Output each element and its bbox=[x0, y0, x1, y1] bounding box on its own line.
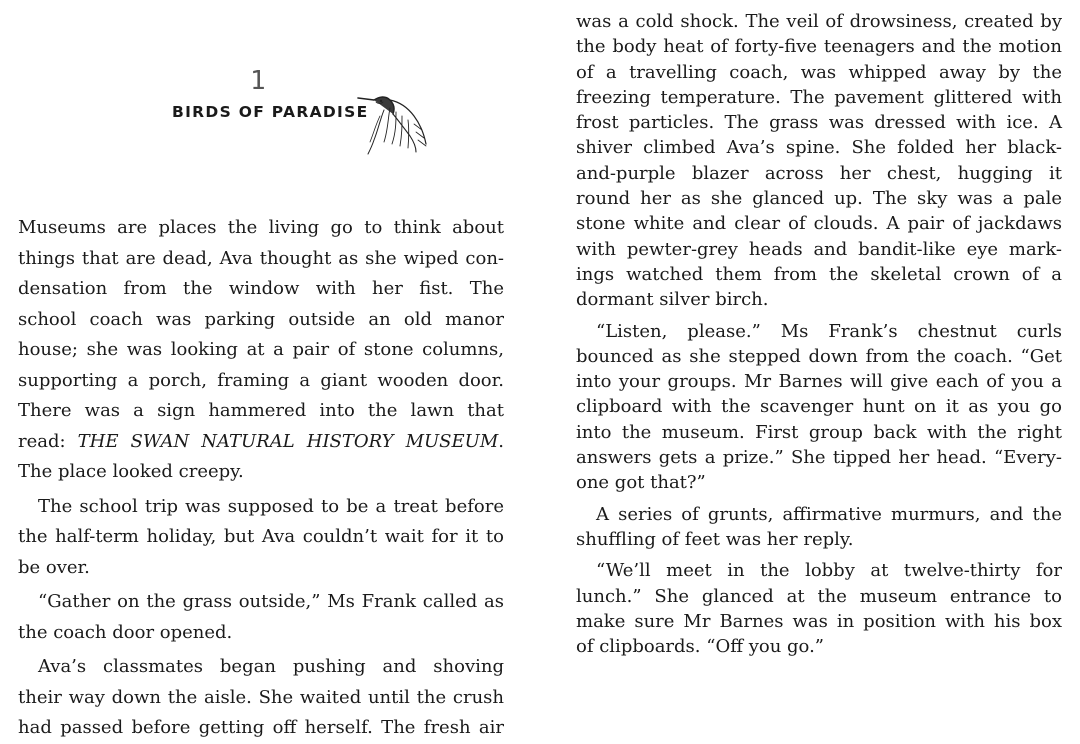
text-line: The place looked creepy. bbox=[18, 461, 244, 482]
chapter-number: 1 bbox=[250, 66, 267, 96]
left-page-text bbox=[18, 213, 504, 744]
text-line: the half-term holiday, but Ava couldn’t wait for it to bbox=[18, 526, 504, 547]
text-line: round her as she glanced up. The sky was a pale bbox=[576, 188, 1062, 210]
paragraph bbox=[576, 319, 1062, 496]
text-line: their way down the aisle. She waited until the crush bbox=[18, 686, 504, 708]
text-line: clipboard with the scavenger hunt on it as you go bbox=[576, 396, 1062, 418]
text-line: stone white and clear of clouds. A pair of jackdaws bbox=[576, 213, 1062, 235]
paragraph bbox=[576, 558, 1062, 659]
paragraph bbox=[18, 652, 504, 744]
text-line: school coach was parking outside an old manor bbox=[18, 308, 504, 330]
text-line: one got that?” bbox=[576, 472, 706, 494]
text-line bbox=[18, 427, 504, 458]
paragraph bbox=[18, 213, 504, 488]
kingfisher-illustration-icon bbox=[354, 90, 434, 156]
text-fragment: . bbox=[498, 430, 504, 452]
text-line: with pewter-grey heads and bandit-like eye mark- bbox=[576, 238, 1062, 260]
text-line: shuffling of feet was her reply. bbox=[576, 528, 854, 550]
text-line: into your groups. Mr Barnes will give each of you a bbox=[576, 371, 1062, 393]
paragraph bbox=[576, 9, 1062, 313]
text-line: of a travelling coach, was whipped away by the bbox=[576, 61, 1062, 83]
text-line: house; she was looking at a pair of stone columns, bbox=[18, 339, 504, 360]
chapter-title: BIRDS OF PARADISE bbox=[172, 103, 369, 121]
text-line: “Gather on the grass outside,” Ms Frank called as bbox=[38, 591, 504, 612]
text-line: frost particles. The grass was dressed with ice. A bbox=[576, 112, 1062, 134]
text-line: be over. bbox=[18, 556, 90, 578]
text-fragment: read: bbox=[18, 430, 78, 452]
text-line: Ava’s classmates began pushing and shoving bbox=[38, 656, 504, 677]
text-line: Museums are places the living go to think about bbox=[18, 217, 504, 238]
text-line: There was a sign hammered into the lawn that bbox=[18, 400, 504, 421]
text-line: answers gets a prize.” She tipped her head. “Every- bbox=[576, 447, 1062, 469]
text-line: the body heat of forty-five teenagers and the motion bbox=[576, 36, 1062, 58]
text-line: bounced as she stepped down from the coach. “Get bbox=[576, 345, 1062, 367]
text-line: “Listen, please.” Ms Frank’s chestnut curls bbox=[596, 320, 1062, 342]
museum-name: THE SWAN NATURAL HISTORY MUSEUM bbox=[77, 430, 499, 452]
text-line: of clipboards. “Off you go.” bbox=[576, 636, 824, 658]
text-line: ings watched them from the skeletal crown of a bbox=[576, 263, 1062, 285]
right-page bbox=[576, 0, 1062, 715]
text-line: had passed before getting off herself. The fresh air bbox=[18, 717, 504, 738]
paragraph bbox=[18, 492, 504, 584]
text-line: into the museum. First group back with the right bbox=[576, 421, 1062, 443]
text-line: freezing temperature. The pavement glittered with bbox=[576, 86, 1062, 108]
paragraph bbox=[576, 502, 1062, 553]
text-line: dormant silver birch. bbox=[576, 289, 769, 311]
text-line: make sure Mr Barnes was in position with his box bbox=[576, 610, 1062, 632]
text-line: The school trip was supposed to be a treat before bbox=[38, 495, 504, 517]
right-page-text bbox=[576, 9, 1062, 659]
text-line: the coach door opened. bbox=[18, 621, 233, 643]
text-line: lunch.” She glanced at the museum entrance to bbox=[576, 585, 1062, 607]
text-line: and-purple blazer across her chest, hugging it bbox=[576, 162, 1062, 184]
text-line: A series of grunts, affirmative murmurs, and the bbox=[596, 503, 1062, 525]
text-line: was a cold shock. The veil of drowsiness, created by bbox=[576, 11, 1062, 32]
text-line: things that are dead, Ava thought as she wiped con- bbox=[18, 247, 504, 269]
text-line: “We’ll meet in the lobby at twelve-thirty for bbox=[596, 560, 1062, 582]
text-line: shiver climbed Ava’s spine. She folded her black- bbox=[576, 137, 1062, 159]
text-line: densation from the window with her fist. The bbox=[18, 278, 504, 299]
paragraph bbox=[18, 587, 504, 648]
left-page bbox=[18, 0, 504, 738]
text-line: supporting a porch, framing a giant wooden door. bbox=[18, 369, 504, 391]
